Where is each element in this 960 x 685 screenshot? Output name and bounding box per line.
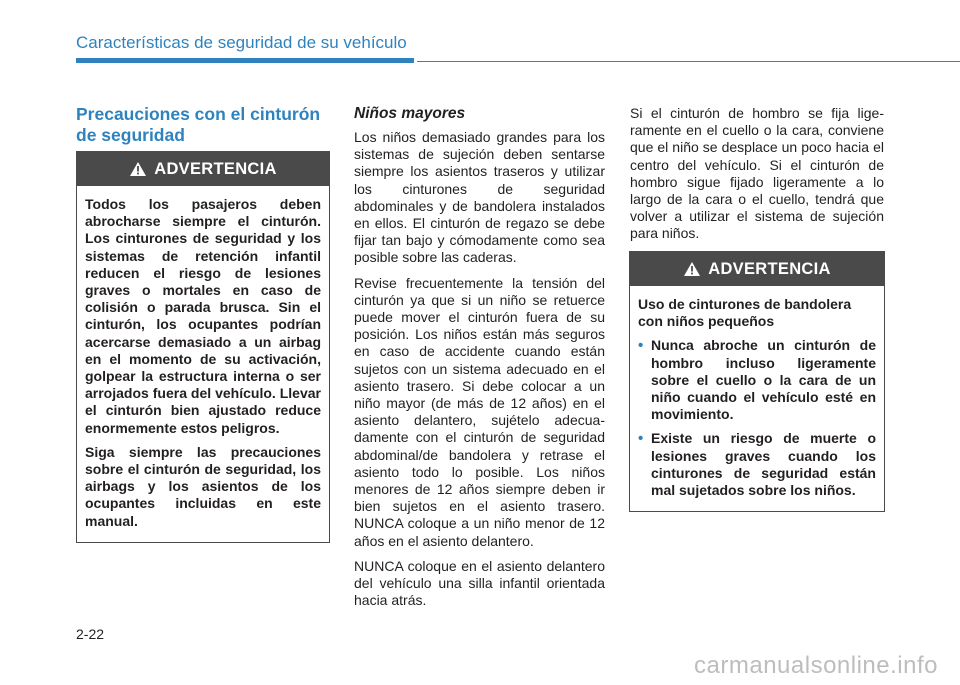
warning-bullet-list: [638, 337, 876, 499]
warning-triangle-icon: [683, 261, 701, 277]
warning-box-general: [76, 151, 330, 543]
bullet-text: Existe un riesgo de muerte o lesiones graves cuando los cinturones de seguridad están mal sujetados sobre los niños.: [651, 430, 876, 499]
body-paragraph: Los niños demasiado grandes para los sistemas de sujeción deben sentarse siempre los asientos traseros y utilizar los cinturones de seguridad abdominales y de bandolera instalados en ellos. El cinturón de regazo se debe fijar tan bajo y cómodamente como sea posible sobre las caderas.: [354, 129, 605, 266]
warning-body: [77, 186, 329, 542]
subheading-older-children: Niños mayores: [354, 105, 466, 122]
header-rule: [417, 61, 960, 62]
list-item: [638, 337, 876, 423]
chapter-title: Características de seguridad de su vehículo: [76, 33, 407, 52]
warning-label: ADVERTENCIA: [708, 259, 831, 278]
body-paragraph: Revise frecuentemente la tensión del cinturón ya que si un niño se retuerce puede mover el cinturón fuera de su posición. Los niños están más seguros en caso de accidente cuando están sujetos con un sistema adecuado en el asiento trasero. Si debe colocar a un niño mayor (de más de 12 años) en el asiento delantero, sujételo adecuadamente con el cinturón de seguridad abdominal/de bandolera y retrase el asiento todo lo posible. Los niños menores de 12 años siempre deben ir bien sujetos en el asiento trasero. NUNCA coloque a un niño menor de 12 años en el asiento delantero.: [354, 274, 605, 549]
section-title: Precauciones con el cinturón de seguridad: [76, 104, 321, 145]
header-accent-bar: [76, 58, 414, 63]
warning-body: [630, 286, 884, 511]
bullet-icon: •: [638, 337, 644, 355]
warning-label: ADVERTENCIA: [154, 159, 277, 178]
warning-paragraph: Todos los pasajeros deben abrocharse siempre el cinturón. Los cinturones de seguridad y los sistemas de retención infantil reducen el riesgo de lesiones graves o mortales en caso de colisión o parada brusca. Sin el cinturón, los ocupantes podrían acercarse demasiado a un airbag en el momento de su activación, golpear la estructura interna o ser arrojados fuera del vehículo. Llevar el cinturón bien ajustado reduce enormemente estos peligros.: [85, 196, 321, 436]
warning-header: [630, 252, 884, 286]
warning-paragraph: Siga siempre las precauciones sobre el cinturón de seguridad, los airbags y los asientos de los ocupantes incluidas en este manual.: [85, 443, 321, 529]
warning-header: [77, 152, 329, 186]
bullet-text: Nunca abroche un cinturón de hombro incluso ligeramente sobre el cuello o la cara de un niño cuando el vehículo esté en movimiento.: [651, 337, 876, 423]
middle-column-text: [354, 129, 605, 617]
body-paragraph: NUNCA coloque en el asiento delantero del vehículo una silla infantil orientada hacia atrás.: [354, 557, 605, 609]
bullet-icon: •: [638, 430, 644, 448]
warning-heading: Uso de cinturones de bandolera con niños pequeños: [638, 296, 852, 330]
page-number: 2-22: [76, 626, 105, 642]
watermark: carmanualsonline.info: [694, 652, 938, 679]
right-column-text: [630, 105, 884, 251]
list-item: [638, 430, 876, 499]
body-paragraph: Si el cinturón de hombro se fija ligeramente en el cuello o la cara, conviene que el niño se desplace un poco hacia el centro del vehículo. Si el cinturón de hombro sigue fijado ligeramente a lo largo de la cara o el cuello, tendrá que volver a utilizar el sistema de sujeción para niños.: [630, 105, 884, 242]
warning-triangle-icon: [129, 161, 147, 177]
warning-box-shoulder-belt: [629, 251, 885, 512]
